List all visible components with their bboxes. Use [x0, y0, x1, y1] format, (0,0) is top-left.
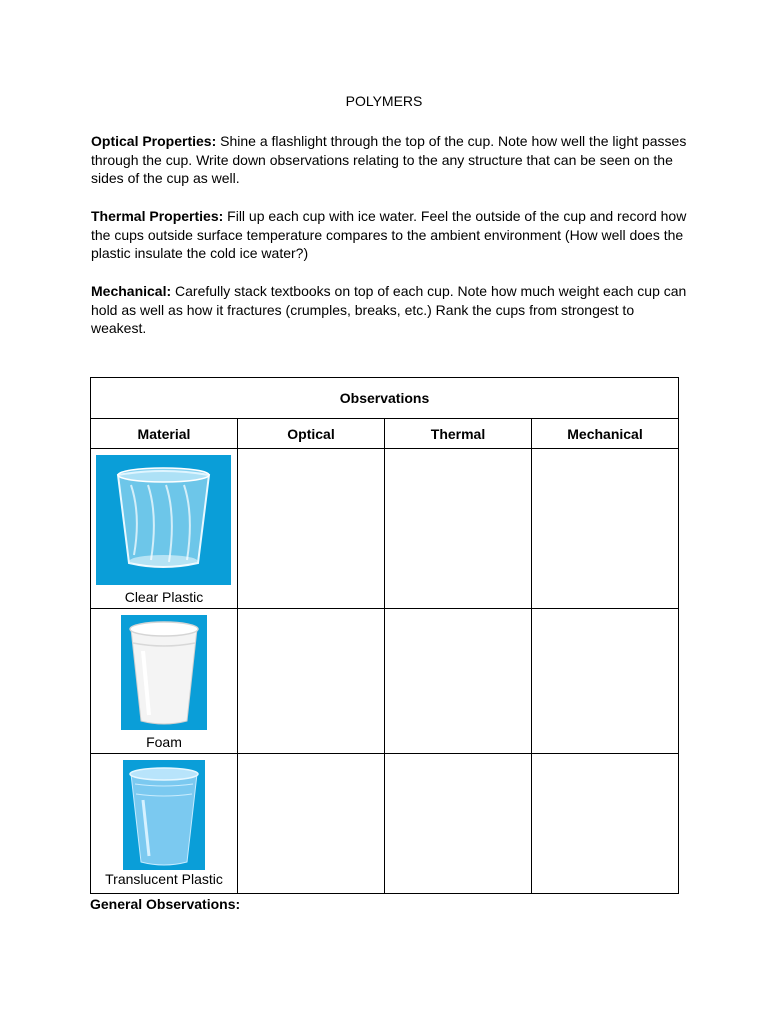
observations-caption: Observations [91, 378, 679, 419]
optical-cell[interactable] [238, 449, 385, 609]
table-row [91, 754, 679, 894]
observations-table [90, 377, 679, 894]
mechanical-paragraph [91, 282, 691, 338]
column-header-optical: Optical [238, 419, 385, 449]
table-row [91, 449, 679, 609]
thermal-cell[interactable] [385, 609, 532, 754]
material-label: Foam [146, 734, 182, 750]
general-observations-label: General Observations: [90, 896, 241, 912]
thermal-cell[interactable] [385, 449, 532, 609]
material-cell [91, 609, 238, 754]
clear-plastic-cup-image [96, 455, 231, 585]
foam-cup-image [121, 615, 207, 730]
optical-cell[interactable] [238, 754, 385, 894]
optical-properties-text: Shine a flashlight through the top of the cup. Note how well the light passes through the cup. Write down observations relating to the any structure that can be seen on the sides of the cup as well. [91, 133, 687, 186]
translucent-plastic-cup-image [123, 760, 205, 870]
mechanical-cell[interactable] [532, 449, 679, 609]
mechanical-text: Carefully stack textbooks on top of each cup. Note how much weight each cup can hold as well as how it fractures (crumples, breaks, etc.) Rank the cups from strongest to weakest. [91, 283, 687, 336]
material-cell [91, 754, 238, 894]
column-header-mechanical: Mechanical [532, 419, 679, 449]
mechanical-cell[interactable] [532, 609, 679, 754]
column-header-thermal: Thermal [385, 419, 532, 449]
mechanical-cell[interactable] [532, 754, 679, 894]
mechanical-label: Mechanical: [91, 283, 172, 299]
material-label: Clear Plastic [124, 589, 204, 605]
optical-cell[interactable] [238, 609, 385, 754]
optical-properties-label: Optical Properties: [91, 133, 217, 149]
page-title: POLYMERS [345, 93, 423, 109]
column-header-material: Material [91, 419, 238, 449]
material-cell [91, 449, 238, 609]
table-row [91, 609, 679, 754]
thermal-properties-paragraph [91, 207, 691, 263]
thermal-cell[interactable] [385, 754, 532, 894]
optical-properties-paragraph [91, 132, 691, 188]
thermal-properties-text: Fill up each cup with ice water. Feel the outside of the cup and record how the cups outside surface temperature compares to the ambient environment (How well does the plastic insulate the cold ice water?) [91, 208, 687, 261]
thermal-properties-label: Thermal Properties: [91, 208, 224, 224]
material-label: Translucent Plastic [105, 871, 223, 887]
